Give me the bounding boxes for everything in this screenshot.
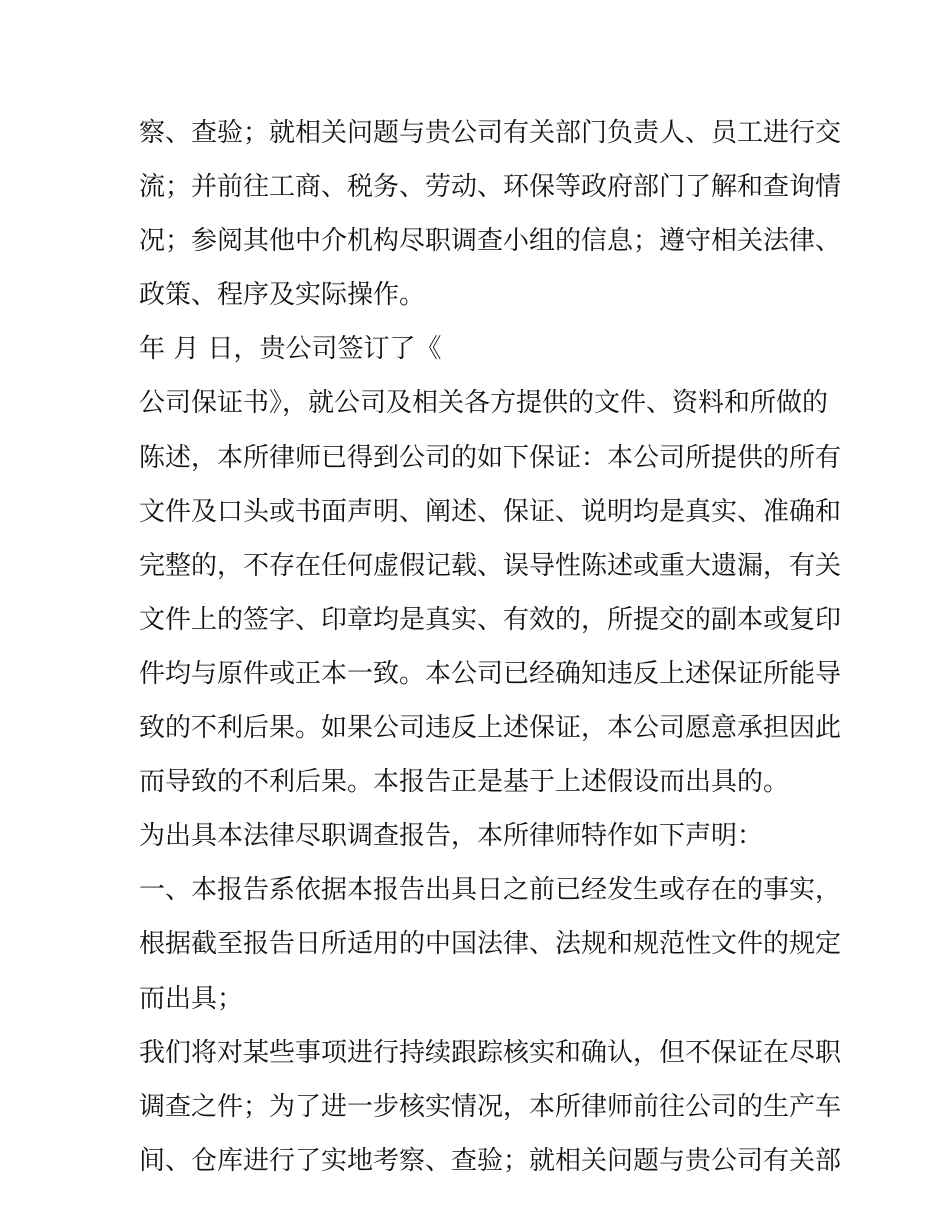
text-line: 公司保证书》，就公司及相关各方提供的文件、资料和所做的 (139, 388, 829, 419)
text-line: 流；并前往工商、税务、劳动、环保等政府部门了解和查询情 (139, 172, 842, 203)
text-line: 文件上的签字、印章均是真实、有效的，所提交的副本或复印 (139, 604, 842, 635)
text-line: 为出具本法律尽职调查报告，本所律师特作如下声明： (139, 821, 764, 852)
text-line: 调查之件；为了进一步核实情况，本所律师前往公司的生产车 (139, 1091, 842, 1122)
text-line: 间、仓库进行了实地考察、查验；就相关问题与贵公司有关部 (139, 1145, 842, 1176)
text-line: 察、查验；就相关问题与贵公司有关部门负责人、员工进行交 (139, 118, 842, 148)
text-line: 完整的，不存在任何虚假记载、误导性陈述或重大遗漏，有关 (139, 550, 842, 581)
text-line: 年 月 日，贵公司签订了《 (139, 334, 442, 365)
text-line: 一、本报告系依据本报告出具日之前已经发生或存在的事实， (139, 875, 842, 906)
text-line: 文件及口头或书面声明、阐述、保证、说明均是真实、准确和 (139, 496, 842, 527)
body-text (139, 106, 842, 1188)
text-line: 件均与原件或正本一致。本公司已经确知违反上述保证所能导 (139, 658, 842, 689)
text-line: 而出具； (139, 983, 244, 1014)
text-line: 陈述，本所律师已得到公司的如下保证：本公司所提供的所有 (139, 442, 842, 473)
text-line: 而导致的不利后果。本报告正是基于上述假设而出具的。 (139, 767, 790, 798)
text-line: 致的不利后果。如果公司违反上述保证，本公司愿意承担因此 (139, 713, 842, 744)
text-line: 我们将对某些事项进行持续跟踪核实和确认，但不保证在尽职 (139, 1037, 842, 1068)
text-line: 况；参阅其他中介机构尽职调查小组的信息；遵守相关法律、 (139, 226, 842, 257)
text-line: 根据截至报告日所适用的中国法律、法规和规范性文件的规定 (139, 929, 842, 960)
text-line: 政策、程序及实际操作。 (139, 280, 426, 311)
